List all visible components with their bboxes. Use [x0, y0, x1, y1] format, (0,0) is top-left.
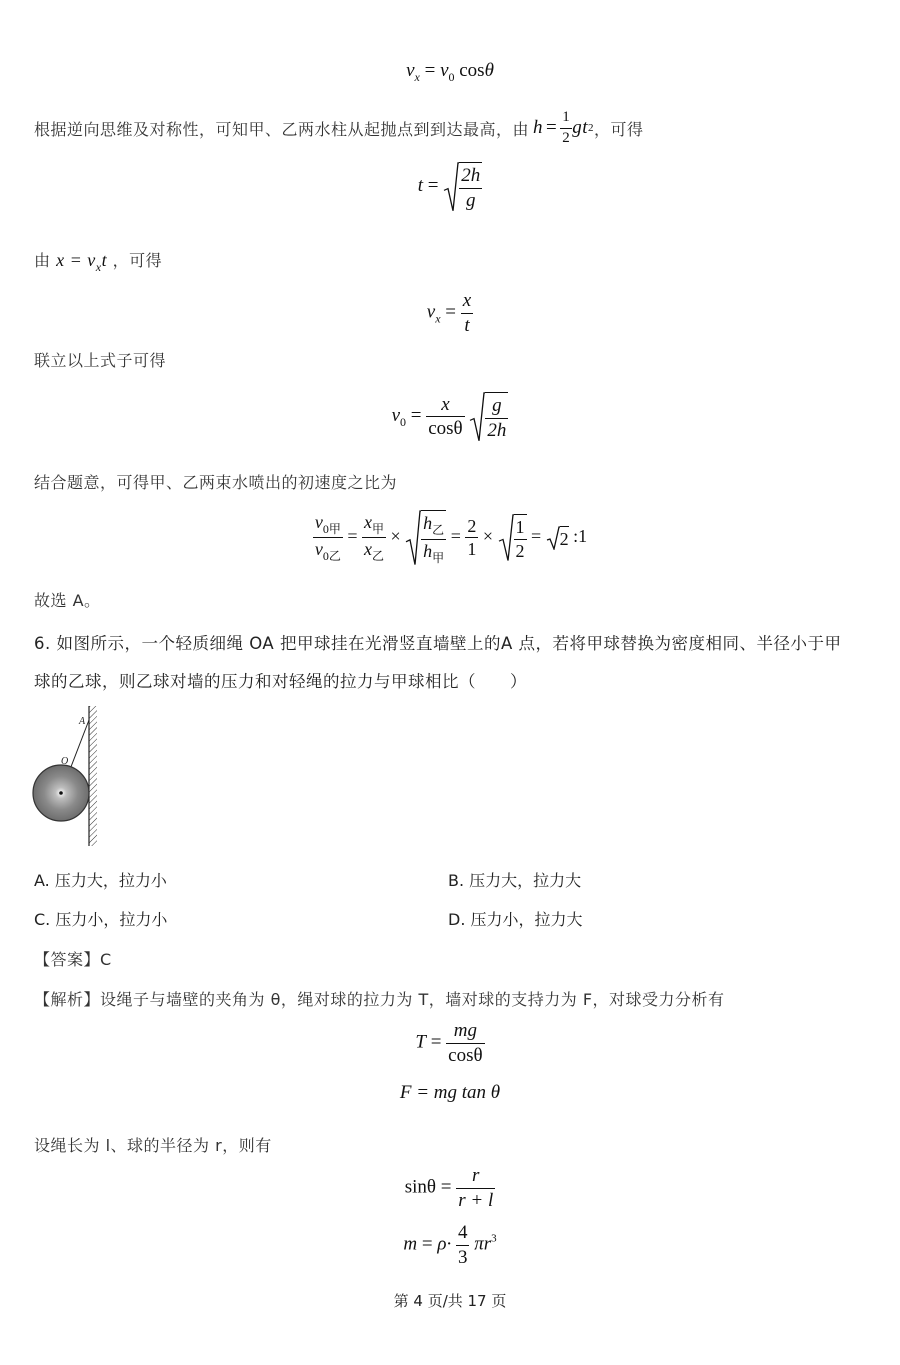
- formula-vx: $v_x = v_0$ cosθ: [406, 60, 494, 84]
- paragraph-inverse-thinking: 根据逆向思维及对称性，可知甲、乙两水柱从起抛点到到达最高，由 h = $\frac{1}{2}$ gt 2 ，可得: [34, 109, 644, 146]
- answer-line: 【答案】C: [34, 950, 112, 969]
- rope-oa: [69, 720, 89, 772]
- formula-mass: m = ρ· $\frac{4}{3}$ $\pi r^3$: [403, 1222, 497, 1268]
- option-a[interactable]: A. 压力大，拉力小: [34, 871, 167, 890]
- figure-ball-on-wall: [28, 700, 108, 850]
- option-b[interactable]: B. 压力大，拉力大: [448, 871, 582, 890]
- sqrt-sign: $\frac{h_乙}{h_甲}$: [405, 510, 446, 566]
- formula-tension: T = $\frac{mg}{\cos\theta}$: [415, 1020, 483, 1066]
- sqrt-sign: $\frac{g}{2h}$: [469, 392, 508, 442]
- formula-vx-xt: $v_x$ = $\frac{x}{t}$: [426, 290, 472, 336]
- formula-support-force: F = mg tan θ: [399, 1082, 501, 1103]
- label-o: O: [61, 756, 69, 767]
- question-6-line1: 6. 如图所示，一个轻质细绳 OA 把甲球挂在光滑竖直墙壁上的A 点，若将甲球替换为密度相同、半径小于甲: [34, 634, 842, 653]
- page-footer: 第 4 页/共 17 页: [393, 1292, 507, 1310]
- paragraph-combine: 联立以上式子可得: [34, 351, 167, 370]
- option-c[interactable]: C. 压力小，拉力小: [34, 910, 168, 929]
- question-6-line2: 球的乙球，则乙球对墙的压力和对轻绳的拉力与甲球相比（ ）: [34, 672, 527, 691]
- option-d[interactable]: D. 压力小，拉力大: [448, 910, 583, 929]
- sqrt-sign: $\frac{2h}{g}$: [443, 162, 482, 212]
- sqrt-sign: $\frac{1}{2}$: [498, 514, 527, 561]
- label-a: A: [79, 716, 86, 727]
- formula-t: t = $\frac{2h}{g}$: [0, 162, 900, 212]
- paragraph-ratio-intro: 结合题意，可得甲、乙两束水喷出的初速度之比为: [34, 473, 398, 492]
- sqrt-sign: 2: [546, 526, 569, 550]
- formula-v0: $v_0$ = $\frac{x}{\cos\theta}$ $\frac{g}{2h}$: [391, 393, 507, 441]
- wall: [89, 706, 97, 846]
- paragraph-rope-length: 设绳长为 l、球的半径为 r，则有: [34, 1136, 272, 1155]
- formula-ratio: $\frac{v_{0甲}}{v_{0乙}}$ = $\frac{x_甲}{x_乙}$ × $\frac{h_乙}{h_甲}$ = $\frac{2}{1}$ × $\frac{1}{2}$ = 2 :1: [314, 511, 588, 565]
- analysis-line: 【解析】设绳子与墙壁的夹角为 θ，绳对球的拉力为 T，墙对球的支持力为 F，对球受力分析有: [34, 990, 725, 1009]
- paragraph-by-x: 由 $x = v_xt$ ，可得: [34, 250, 163, 274]
- paragraph-choose-a: 故选 A。: [34, 591, 101, 610]
- formula-sin: sinθ = $\frac{r}{r + l}$: [404, 1165, 494, 1211]
